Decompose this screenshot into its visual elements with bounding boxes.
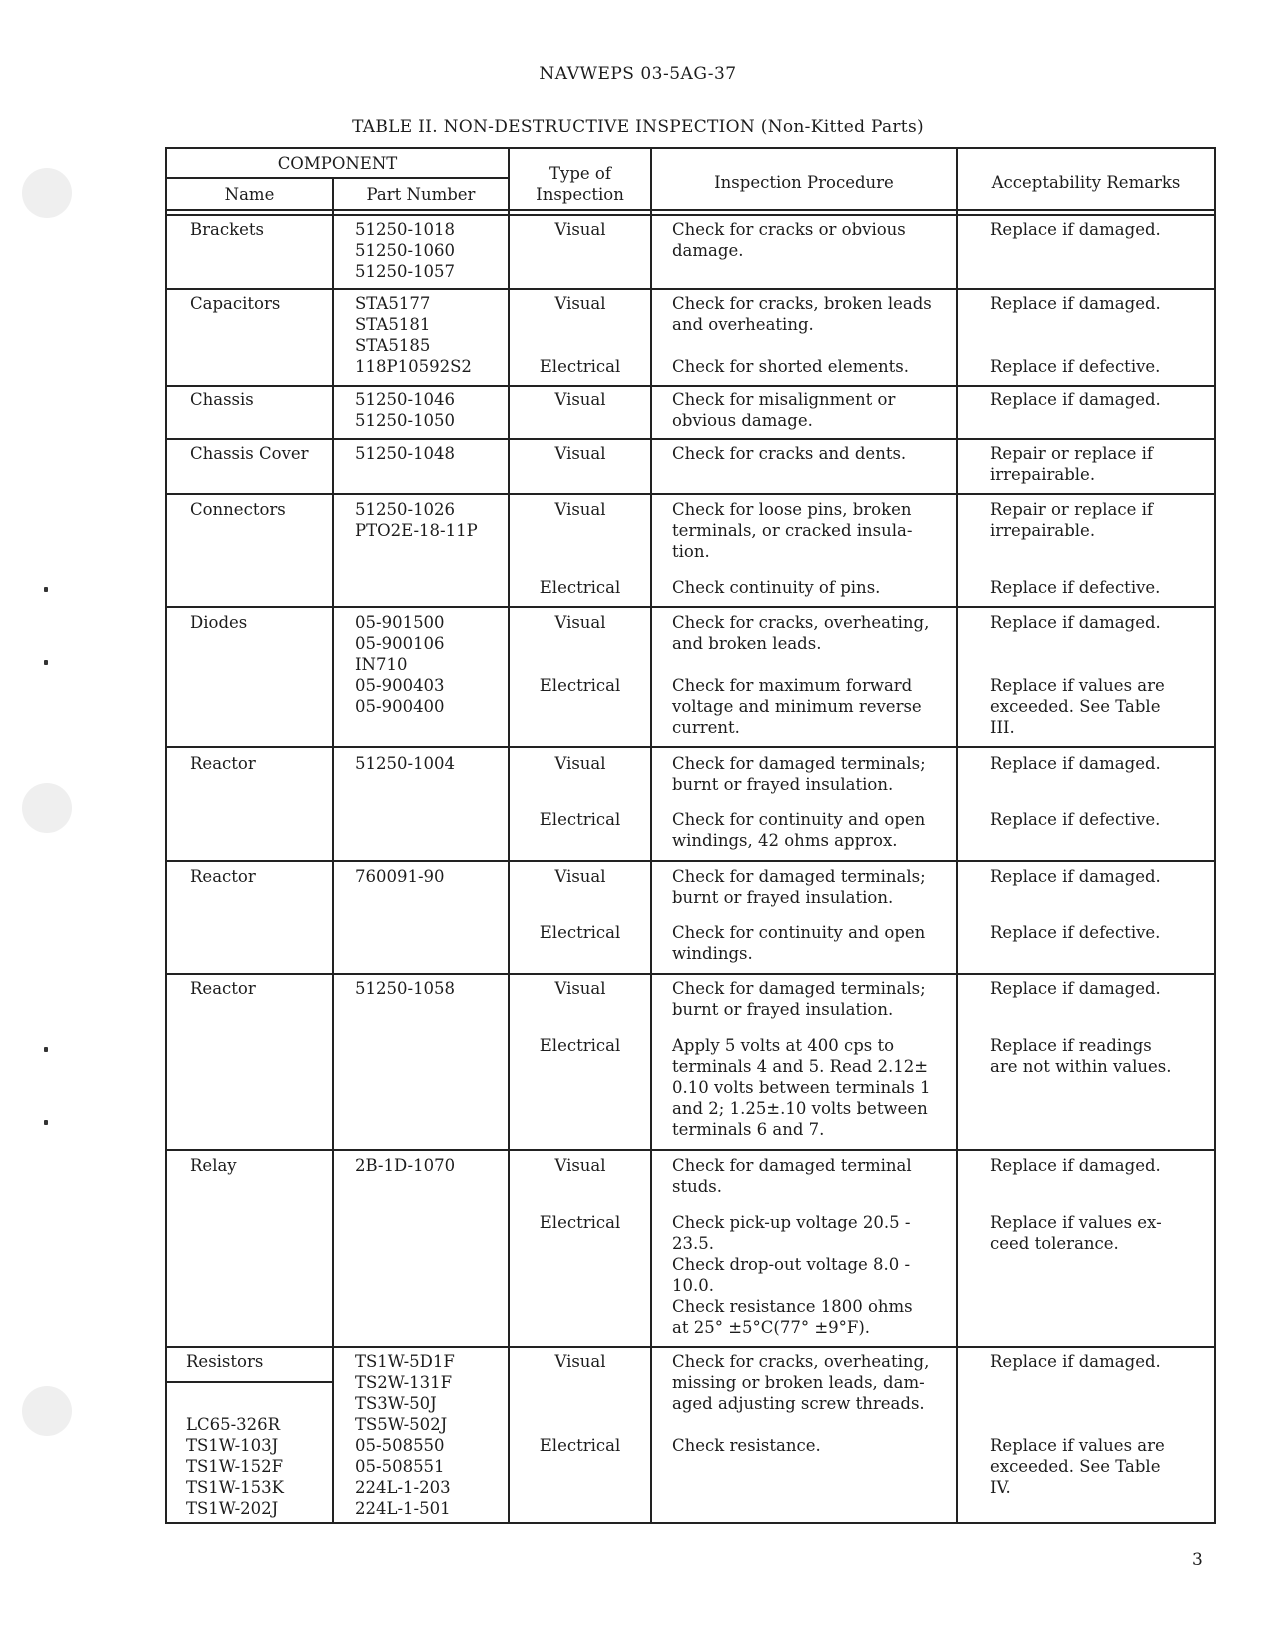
component-name: Diodes [190, 613, 248, 632]
scan-speck [44, 1047, 48, 1052]
row-divider [165, 385, 1216, 387]
part-numbers: STA5177 STA5181 STA5185 118P10592S2 [355, 294, 472, 376]
inspection-procedure: Check for damaged terminal studs. [672, 1156, 912, 1196]
inspection-type: Electrical [539, 578, 621, 597]
punch-hole [22, 1386, 72, 1436]
row-divider [165, 438, 1216, 440]
remarks-header: Acceptability Remarks [991, 173, 1181, 192]
part-number-header: Part Number [366, 185, 476, 204]
row-divider [165, 606, 1216, 608]
inspection-type: Electrical [539, 1436, 621, 1455]
row-divider [165, 493, 1216, 495]
acceptability-remarks: Replace if defective. [990, 578, 1161, 597]
component-name: Chassis Cover [190, 444, 309, 463]
component-name: Resistors [186, 1352, 264, 1371]
inspection-type: Visual [554, 444, 606, 463]
resistor-part-numbers: LC65-326R TS1W-103J TS1W-152F TS1W-153K TS1W-202J [186, 1415, 284, 1518]
inspection-procedure: Check for cracks, overheating, and broken leads. [672, 613, 930, 653]
document-id: NAVWEPS 03-5AG-37 [539, 64, 737, 84]
name-cell-divider [165, 1381, 332, 1383]
inspection-type: Electrical [539, 357, 621, 376]
col-divider [956, 147, 958, 1524]
acceptability-remarks: Replace if damaged. [990, 867, 1161, 886]
inspection-procedure: Check for continuity and open windings. [672, 923, 926, 963]
inspection-procedure: Check for maximum forward voltage and minimum reverse current. [672, 676, 922, 737]
header-divider [165, 177, 510, 179]
inspection-type: Visual [554, 500, 606, 519]
acceptability-remarks: Replace if defective. [990, 810, 1161, 829]
inspection-type: Visual [554, 294, 606, 313]
inspection-procedure: Check for continuity and open windings, 42 ohms approx. [672, 810, 926, 850]
part-numbers: 51250-1058 [355, 979, 456, 998]
scan-speck [44, 1120, 48, 1125]
inspection-procedure: Check for misalignment or obvious damage. [672, 390, 896, 430]
part-numbers: 51250-1048 [355, 444, 456, 463]
inspection-procedure: Check for cracks and dents. [672, 444, 907, 463]
acceptability-remarks: Replace if defective. [990, 923, 1161, 942]
punch-hole [22, 783, 72, 833]
col-divider [332, 177, 334, 1524]
component-name: Relay [190, 1156, 237, 1175]
part-numbers: 51250-1004 [355, 754, 456, 773]
inspection-type: Visual [554, 613, 606, 632]
inspection-procedure: Check for damaged terminals; burnt or frayed insulation. [672, 979, 926, 1019]
acceptability-remarks: Replace if damaged. [990, 979, 1161, 998]
inspection-type: Electrical [539, 676, 621, 695]
inspection-procedure: Check pick-up voltage 20.5 - 23.5. Check drop-out voltage 8.0 - 10.0. Check resistance 1800 ohms at 25° ±5°C(77° ±9°F). [672, 1213, 913, 1337]
component-name: Chassis [190, 390, 254, 409]
acceptability-remarks: Replace if values are exceeded. See Table III. [990, 676, 1165, 737]
row-divider [165, 288, 1216, 290]
component-name: Brackets [190, 220, 264, 239]
row-divider [165, 1346, 1216, 1348]
row-divider [165, 1149, 1216, 1151]
inspection-type: Visual [554, 867, 606, 886]
acceptability-remarks: Replace if damaged. [990, 390, 1161, 409]
part-numbers: 51250-1046 51250-1050 [355, 390, 456, 430]
inspection-procedure: Check for damaged terminals; burnt or frayed insulation. [672, 867, 926, 907]
component-name: Capacitors [190, 294, 281, 313]
inspection-type: Visual [554, 754, 606, 773]
inspection-type: Visual [554, 1156, 606, 1175]
scan-speck [44, 587, 48, 592]
part-numbers: 51250-1026 PTO2E-18-11P [355, 500, 478, 540]
acceptability-remarks: Replace if damaged. [990, 294, 1161, 313]
col-divider [650, 147, 652, 1524]
inspection-procedure: Check continuity of pins. [672, 578, 881, 597]
acceptability-remarks: Replace if damaged. [990, 754, 1161, 773]
inspection-procedure: Check for damaged terminals; burnt or frayed insulation. [672, 754, 926, 794]
inspection-procedure: Check for cracks, overheating, missing or broken leads, dam- aged adjusting screw threads. [672, 1352, 930, 1413]
acceptability-remarks: Replace if defective. [990, 357, 1161, 376]
inspection-type: Electrical [539, 1036, 621, 1055]
inspection-type: Visual [554, 390, 606, 409]
procedure-header: Inspection Procedure [714, 173, 894, 192]
header-bottom-line [165, 214, 1216, 216]
acceptability-remarks: Replace if damaged. [990, 1352, 1161, 1371]
acceptability-remarks: Replace if readings are not within values. [990, 1036, 1172, 1076]
row-divider [165, 746, 1216, 748]
acceptability-remarks: Replace if values are exceeded. See Table IV. [990, 1436, 1165, 1497]
inspection-procedure: Check resistance. [672, 1436, 821, 1455]
part-numbers: TS1W-5D1F TS2W-131F TS3W-50J TS5W-502J 05-508550 05-508551 224L-1-203 224L-1-501 [355, 1352, 455, 1518]
inspection-procedure: Apply 5 volts at 400 cps to terminals 4 and 5. Read 2.12± 0.10 volts between terminals 1 and 2; 1.25±.10 volts between terminals 6 and 7. [672, 1036, 931, 1139]
component-name: Reactor [190, 979, 256, 998]
part-numbers: 05-901500 05-900106 IN710 05-900403 05-900400 [355, 613, 445, 716]
component-header: COMPONENT [277, 154, 398, 173]
acceptability-remarks: Replace if damaged. [990, 613, 1161, 632]
component-name: Reactor [190, 867, 256, 886]
type-header: Type of Inspection [536, 164, 624, 204]
col-divider [508, 147, 510, 1524]
inspection-type: Visual [554, 979, 606, 998]
part-numbers: 51250-1018 51250-1060 51250-1057 [355, 220, 456, 281]
component-name: Connectors [190, 500, 286, 519]
acceptability-remarks: Replace if values ex- ceed tolerance. [990, 1213, 1162, 1253]
acceptability-remarks: Repair or replace if irrepairable. [990, 500, 1154, 540]
acceptability-remarks: Repair or replace if irrepairable. [990, 444, 1154, 484]
part-numbers: 760091-90 [355, 867, 445, 886]
row-divider [165, 860, 1216, 862]
table-title: TABLE II. NON-DESTRUCTIVE INSPECTION (Non-Kitted Parts) [352, 117, 924, 137]
inspection-procedure: Check for loose pins, broken terminals, or cracked insula- tion. [672, 500, 913, 561]
punch-hole [22, 168, 72, 218]
inspection-type: Electrical [539, 923, 621, 942]
acceptability-remarks: Replace if damaged. [990, 1156, 1161, 1175]
scan-speck [44, 660, 48, 665]
inspection-type: Visual [554, 1352, 606, 1371]
row-divider [165, 973, 1216, 975]
inspection-type: Visual [554, 220, 606, 239]
acceptability-remarks: Replace if damaged. [990, 220, 1161, 239]
part-numbers: 2B-1D-1070 [355, 1156, 456, 1175]
name-header: Name [224, 185, 275, 204]
inspection-type: Electrical [539, 1213, 621, 1232]
inspection-procedure: Check for cracks, broken leads and overheating. [672, 294, 932, 334]
page-number: 3 [1192, 1550, 1203, 1570]
component-name: Reactor [190, 754, 256, 773]
header-bottom-line [165, 209, 1216, 211]
inspection-procedure: Check for shorted elements. [672, 357, 909, 376]
inspection-type: Electrical [539, 810, 621, 829]
inspection-procedure: Check for cracks or obvious damage. [672, 220, 906, 260]
